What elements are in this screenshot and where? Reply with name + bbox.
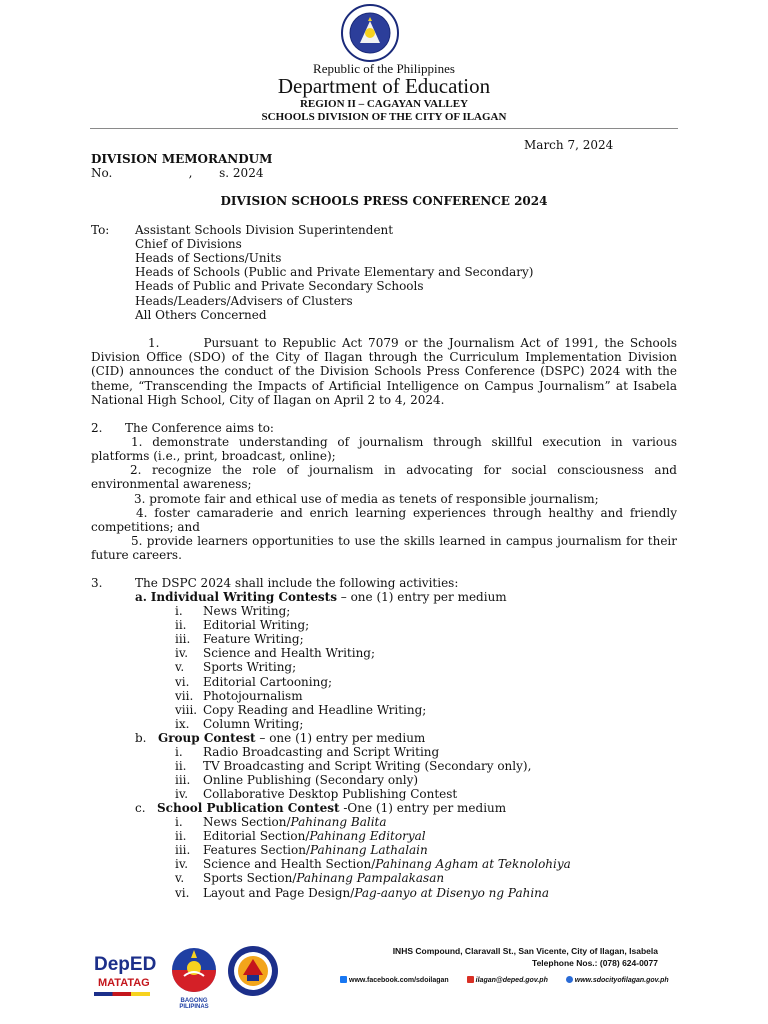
aim-item: 3. promote fair and ethical use of media as tenets of responsible journalism;	[134, 492, 599, 506]
aim-item: 1. demonstrate understanding of journalism through skillful execution in various platforms (i.e., print, broadcast, online);	[91, 435, 677, 464]
list-item-text: News Section/	[203, 815, 291, 829]
list-item-filipino-text: Pag-aanyo at Disenyo ng Pahina	[354, 885, 550, 900]
facebook-icon	[340, 976, 347, 983]
list-item-text: Sports Writing;	[203, 660, 297, 675]
facebook-contact[interactable]	[340, 977, 457, 984]
paragraph-2-number: 2.	[91, 421, 103, 435]
list-item-text: TV Broadcasting and Script Writing (Secondary only),	[203, 759, 532, 774]
list-item-text: Editorial Writing;	[203, 618, 310, 633]
list-item-number: iii.	[175, 632, 191, 647]
list-item-number: ii.	[175, 829, 187, 844]
recipient-item: Heads of Sections/Units	[135, 251, 282, 265]
bagong-pilipinas-text: BAGONG PILIPINAS	[179, 998, 209, 1010]
aim-item: 2. recognize the role of journalism in advocating for social consciousness and environmental awareness;	[91, 463, 677, 492]
recipient-item: Heads of Public and Private Secondary Schools	[135, 279, 424, 293]
list-item-text: Editorial Section/	[203, 829, 310, 844]
list-item-text: Science and Health Writing;	[203, 646, 376, 661]
list-item	[203, 618, 309, 632]
email-contact[interactable]	[467, 977, 556, 984]
activity-a-title: Individual Writing Contests	[150, 590, 337, 604]
list-item-number: iv.	[175, 857, 189, 872]
memo-date: March 7, 2024	[524, 138, 614, 152]
list-item-number: iii.	[175, 773, 191, 788]
list-item-filipino-text: Pahinang Balita	[290, 815, 387, 829]
header-region: REGION II – CAGAYAN VALLEY	[299, 98, 469, 110]
list-item-number: vii.	[175, 688, 194, 703]
list-item	[203, 857, 571, 871]
list-item-number: ii.	[175, 759, 187, 774]
recipient-item: Chief of Divisions	[135, 237, 242, 251]
paragraph-1-number: 1.	[148, 336, 160, 350]
activity-b-heading	[135, 731, 425, 745]
list-item-text: Photojournalism	[203, 688, 303, 703]
activity-a-heading	[135, 590, 507, 604]
list-item-text: Sports Section/	[203, 871, 297, 886]
header-divider	[90, 128, 678, 129]
header-division: SCHOOLS DIVISION OF THE CITY OF ILAGAN	[261, 111, 507, 123]
paragraph-1	[91, 336, 677, 407]
bagong-pilipinas-logo	[166, 946, 222, 1010]
paragraph-3-intro: The DSPC 2024 shall include the following activities:	[135, 576, 459, 590]
list-item-filipino-text: Pahinang Editoryal	[309, 829, 426, 844]
list-item-text: Radio Broadcasting and Script Writing	[203, 745, 440, 759]
globe-icon	[566, 976, 573, 983]
memo-heading: DIVISION MEMORANDUM	[91, 152, 273, 166]
list-item-number: ix.	[175, 716, 190, 731]
deped-matatag-logo	[94, 946, 156, 1002]
facebook-link[interactable]: www.facebook.com/sdoilagan	[349, 977, 449, 984]
activity-b-letter: b.	[135, 731, 147, 745]
bagong-pilipinas-emblem	[166, 946, 222, 994]
memo-title: DIVISION SCHOOLS PRESS CONFERENCE 2024	[220, 194, 548, 208]
list-item-filipino-text: Pahinang Lathalain	[310, 843, 428, 858]
activity-c-suffix: -One (1) entry per medium	[339, 801, 507, 815]
list-item	[203, 604, 290, 618]
activity-a-letter: a.	[135, 590, 147, 604]
website-link[interactable]: www.sdocityofilagan.gov.ph	[574, 977, 669, 984]
list-item	[203, 689, 303, 703]
to-label: To:	[91, 223, 110, 237]
list-item-number: i.	[175, 604, 183, 618]
list-item	[203, 717, 303, 731]
list-item-text: Science and Health Section/	[203, 857, 376, 872]
list-item	[203, 675, 332, 689]
list-item-number: ii.	[175, 618, 187, 633]
list-item	[203, 815, 387, 829]
list-item-filipino-text: Pahinang Agham at Teknolohiya	[375, 857, 571, 872]
activity-b-title: Group Contest	[157, 731, 256, 745]
list-item-number: iii.	[175, 843, 191, 858]
aim-item: 5. provide learners opportunities to use the skills learned in campus journalism for their future careers.	[91, 534, 677, 563]
list-item-text: Collaborative Desktop Publishing Contest	[203, 787, 458, 802]
list-item-number: i.	[175, 815, 183, 829]
list-item	[203, 759, 531, 773]
list-item	[203, 632, 304, 646]
list-item	[203, 829, 426, 843]
list-item	[203, 773, 418, 787]
list-item-number: iv.	[175, 646, 189, 661]
list-item-filipino-text: Pahinang Pampalakasan	[296, 871, 445, 886]
list-item-text: Editorial Cartooning;	[203, 674, 333, 689]
matatag-logo-text: MATATAG	[98, 977, 150, 989]
footer-contacts	[340, 976, 685, 984]
activity-c-heading	[135, 801, 506, 815]
list-item-text: Column Writing;	[203, 716, 304, 731]
header-department: Department of Education	[277, 74, 491, 98]
list-item-text: Features Section/	[203, 843, 310, 858]
footer-address: INHS Compound, Claravall St., San Vicente, City of Ilagan, Isabela	[392, 946, 658, 956]
sdo-ilagan-seal-logo	[227, 945, 279, 997]
list-item-text: News Writing;	[203, 604, 291, 618]
list-item-text: Online Publishing (Secondary only)	[203, 773, 419, 788]
website-contact[interactable]	[566, 977, 677, 984]
recipient-item: All Others Concerned	[135, 308, 267, 322]
list-item-number: viii.	[175, 702, 198, 717]
footer-telephone: Telephone Nos.: (078) 624-0077	[532, 958, 658, 968]
activity-b-suffix: – one (1) entry per medium	[255, 731, 426, 745]
list-item-number: vi.	[175, 674, 190, 689]
list-item	[203, 646, 375, 660]
email-icon	[467, 976, 474, 983]
activity-a-suffix: – one (1) entry per medium	[336, 590, 507, 604]
list-item	[203, 660, 296, 674]
recipient-item: Heads/Leaders/Advisers of Clusters	[135, 294, 353, 308]
list-item	[203, 787, 457, 801]
email-link[interactable]: ilagan@deped.gov.ph	[475, 977, 548, 984]
list-item	[203, 843, 428, 857]
list-item	[203, 703, 426, 717]
activity-c-letter: c.	[135, 801, 146, 815]
list-item-text: Feature Writing;	[203, 632, 304, 647]
activity-c-title: School Publication Contest	[157, 801, 340, 815]
recipient-item: Assistant Schools Division Superintendent	[135, 223, 394, 237]
paragraph-3-number: 3.	[91, 576, 103, 590]
list-item-number: v.	[175, 660, 185, 675]
list-item	[203, 745, 439, 759]
list-item	[203, 886, 549, 900]
recipient-item: Heads of Schools (Public and Private Elementary and Secondary)	[135, 265, 534, 279]
paragraph-1-text: Pursuant to Republic Act 7079 or the Journalism Act of 1991, the Schools Division Office (SDO) of the City of Ilagan through the Curriculum Implementation Division (CID) announces the conduct of the Division Schools Press Conference (DSPC) 2024 with the theme, “Transcending the Impacts of Artificial Intelligence on Campus Journalism” at Isabela National High School, City of Ilagan on April 2 to 4, 2024.	[91, 336, 677, 407]
paragraph-2-intro: The Conference aims to:	[125, 421, 274, 435]
header-republic: Republic of the Philippines	[313, 61, 455, 76]
list-item-text: Copy Reading and Headline Writing;	[203, 702, 427, 717]
deped-logo-text: DepED	[94, 954, 157, 975]
list-item	[203, 871, 444, 885]
deped-seal-logo	[334, 3, 406, 63]
list-item-number: v.	[175, 871, 185, 886]
aim-item: 4. foster camaraderie and enrich learning experiences through healthy and friendly competitions; and	[91, 506, 677, 535]
list-item-number: vi.	[175, 885, 190, 900]
memo-number: No. , s. 2024	[91, 166, 264, 180]
list-item-number: i.	[175, 745, 183, 759]
list-item-number: iv.	[175, 787, 189, 802]
list-item-text: Layout and Page Design/	[203, 885, 355, 900]
